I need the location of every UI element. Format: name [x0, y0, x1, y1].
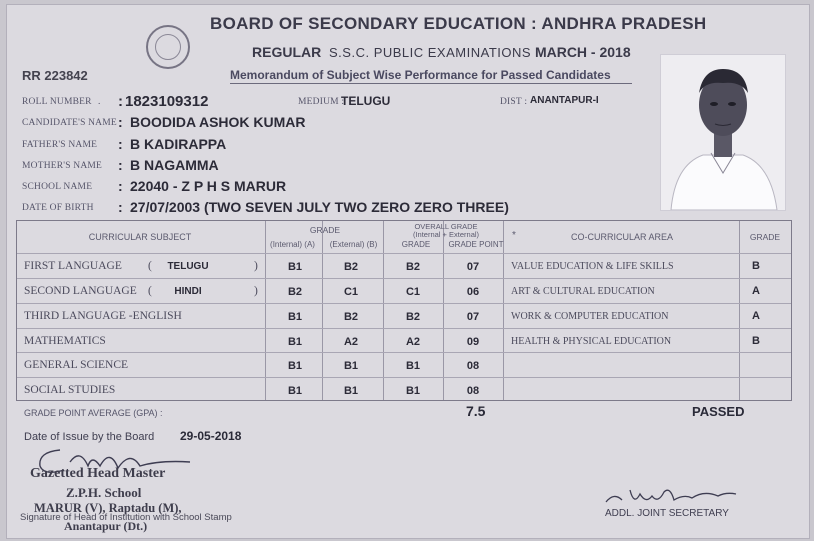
internal-grade: B1	[287, 261, 303, 273]
co-curricular-grade: B	[752, 335, 760, 347]
stamp-line-4: Anantapur (Dt.)	[64, 519, 148, 533]
table-rule	[17, 253, 791, 254]
grade-point: 08	[466, 385, 480, 397]
table-rule	[17, 352, 791, 353]
candidate-portrait-icon	[661, 55, 785, 210]
language-paren-close: )	[254, 285, 258, 297]
grade-point: 07	[466, 261, 480, 273]
overall-grade: B2	[405, 311, 421, 323]
issue-date-label: Date of Issue by the Board	[24, 431, 155, 443]
subject-language: HINDI	[174, 286, 202, 297]
co-curricular-area: ART & CULTURAL EDUCATION	[511, 286, 655, 297]
grade-point: 07	[466, 311, 480, 323]
exam-regular: REGULAR	[252, 44, 322, 60]
external-grade: A2	[343, 336, 359, 348]
stamp-line-2: Z.P.H. School	[66, 485, 142, 500]
stamp-line-3: MARUR (V), Raptadu (M),	[34, 501, 182, 515]
grade-point: 06	[466, 286, 480, 298]
table-rule	[17, 278, 791, 279]
header-grade: GRADE	[309, 225, 341, 235]
internal-grade: B1	[287, 360, 303, 372]
secretary-signature-icon	[600, 484, 750, 508]
school-colon: :	[118, 178, 123, 194]
mother-colon: :	[118, 157, 123, 173]
external-grade: B1	[343, 385, 359, 397]
external-grade: C1	[343, 286, 359, 298]
medium-label: MEDIUM :	[298, 97, 345, 107]
language-paren-open: (	[148, 260, 152, 272]
subject-name: GENERAL SCIENCE	[24, 359, 129, 371]
internal-grade: B1	[287, 385, 303, 397]
header-curricular-subject: CURRICULAR SUBJECT	[88, 232, 192, 242]
exam-name: S.S.C. PUBLIC EXAMINATIONS	[329, 45, 532, 60]
co-curricular-grade: B	[752, 260, 760, 272]
subject-name: SECOND LANGUAGE	[24, 285, 137, 297]
subject-name: MATHEMATICS	[24, 335, 106, 347]
grade-point: 09	[466, 336, 480, 348]
name-colon: :	[118, 114, 123, 130]
internal-grade: B2	[287, 286, 303, 298]
school-name-label: SCHOOL NAME	[22, 182, 93, 192]
table-rule	[17, 328, 791, 329]
candidate-name-label: CANDIDATE'S NAME	[22, 118, 117, 128]
gpa-value: 7.5	[466, 403, 486, 419]
father-name-label: FATHER'S NAME	[22, 140, 98, 150]
serial-number: RR 223842	[22, 68, 88, 83]
external-grade: B1	[343, 360, 359, 372]
mother-name-label: MOTHER'S NAME	[22, 161, 103, 171]
co-curricular-area: WORK & COMPUTER EDUCATION	[511, 311, 669, 322]
dist-value: ANANTAPUR-I	[530, 95, 599, 106]
header-co-grade: GRADE	[749, 232, 781, 242]
subject-name: FIRST LANGUAGE	[24, 260, 122, 272]
gpa-label: GRADE POINT AVERAGE (GPA) :	[24, 408, 163, 418]
issue-date: 29-05-2018	[180, 429, 242, 443]
external-grade: B2	[343, 311, 359, 323]
co-curricular-area: VALUE EDUCATION & LIFE SKILLS	[511, 261, 674, 272]
date-of-birth: 27/07/2003 (TWO SEVEN JULY TWO ZERO ZERO THREE)	[130, 199, 509, 215]
dob-colon: :	[118, 199, 123, 215]
header-external: (External) (B)	[329, 240, 378, 249]
father-name: B KADIRAPPA	[130, 136, 227, 152]
exam-title	[252, 44, 631, 60]
grade-point: 08	[466, 360, 480, 372]
result-status: PASSED	[692, 404, 745, 419]
roll-number-label: ROLL NUMBER	[22, 97, 92, 107]
table-rule	[17, 303, 791, 304]
candidate-name: BOODIDA ASHOK KUMAR	[130, 114, 306, 130]
header-overall-grade-col: GRADE	[401, 240, 431, 249]
memo-title: Memorandum of Subject Wise Performance for Passed Candidates	[230, 68, 611, 82]
overall-grade: B1	[405, 385, 421, 397]
memo-underline	[230, 83, 632, 84]
header-grade-point: GRADE POINT	[448, 240, 504, 249]
internal-grade: B1	[287, 311, 303, 323]
internal-grade: B1	[287, 336, 303, 348]
external-grade: B2	[343, 261, 359, 273]
board-title: BOARD OF SECONDARY EDUCATION : ANDHRA PRADESH	[210, 14, 707, 33]
language-paren-close: )	[254, 260, 258, 272]
overall-grade: A2	[405, 336, 421, 348]
header-co-curricular-area: CO-CURRICULAR AREA	[570, 232, 673, 242]
overall-grade: B1	[405, 360, 421, 372]
roll-number: 1823109312	[125, 93, 209, 110]
candidate-photo	[660, 54, 786, 211]
co-curricular-grade: A	[752, 285, 760, 297]
header-internal: (Internal) (A)	[270, 240, 315, 249]
table-rule	[17, 377, 791, 378]
stamp-line-1: Gazetted Head Master	[30, 466, 166, 481]
roll-colon: :	[118, 93, 123, 110]
header-overall-grade: OVERALL GRADE	[414, 222, 478, 231]
secretary-label: ADDL. JOINT SECRETARY	[605, 508, 729, 519]
header-overall-sub: (Internal + External)	[412, 230, 480, 239]
co-curricular-grade: A	[752, 310, 760, 322]
school-name: 22040 - Z P H S MARUR	[130, 178, 287, 194]
dob-label: DATE OF BIRTH	[22, 203, 94, 213]
father-colon: :	[118, 136, 123, 152]
board-emblem-icon	[146, 25, 190, 69]
exam-session: MARCH - 2018	[534, 44, 631, 60]
overall-grade: B2	[405, 261, 421, 273]
head-signature-label: Signature of Head of Institution with School Stamp	[20, 512, 232, 523]
dist-label: DIST :	[500, 97, 528, 107]
co-curricular-area: HEALTH & PHYSICAL EDUCATION	[511, 336, 672, 347]
medium-value: TELUGU	[341, 94, 391, 108]
language-paren-open: (	[148, 285, 152, 297]
mother-name: B NAGAMMA	[130, 157, 219, 173]
subject-language: TELUGU	[167, 261, 209, 272]
header-star: *	[512, 230, 516, 241]
overall-grade: C1	[405, 286, 421, 298]
subject-name: THIRD LANGUAGE -ENGLISH	[24, 310, 182, 322]
subject-name: SOCIAL STUDIES	[24, 384, 116, 396]
roll-dot: .	[98, 97, 101, 107]
table-divider	[739, 221, 740, 400]
